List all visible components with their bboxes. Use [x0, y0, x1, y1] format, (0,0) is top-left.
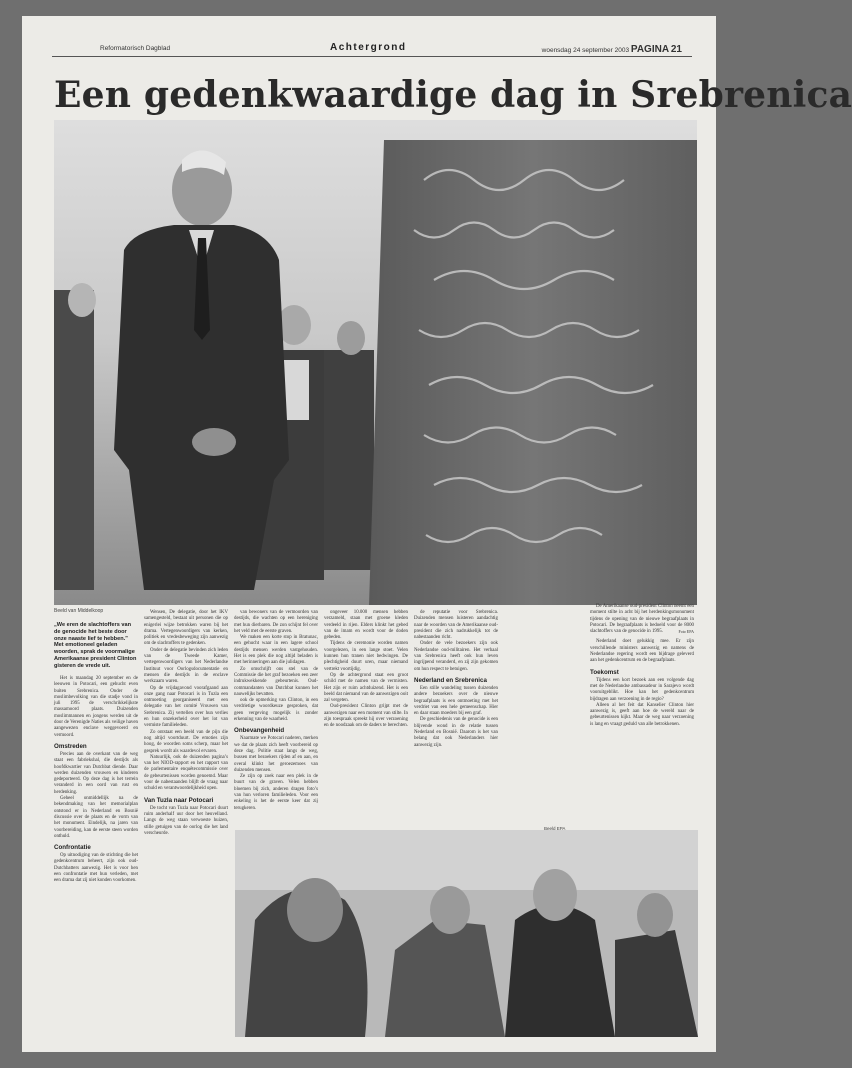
paragraph: Natuurlijk, ook de duizenden pagina’s van het NIOD-rapport en het rapport van de parlementaire enquêtecommissie over de gebeurtenissen worden genoemd. Maar voor de nabestaanden blijft de vraag naar schuld en verantwoordelijkheid open.	[144, 754, 228, 792]
sidenote-para: Alleen al het feit dat Kanselier Clinton hier aanwezig is, geeft aan hoe de wereld naar de gebeurtenissen kijkt. Maar de weg naar verzoening is lang en vraagt geduld van alle betrokkenen.	[590, 702, 694, 727]
sidenote-para: Nederland doet gelukkig mee. Er zijn verschillende ministers aanwezig en namens de Nederlandse regering wordt een bijdrage geleverd aan het gedenkcentrum en de begraafplaats.	[590, 639, 694, 664]
paragraph: Op uitnodiging van de stichting die het gedenkcentrum beheert, zijn ook oud-Dutchbatters aanwezig. Het is voor hen een confrontatie met hun verleden, met een drama dat zij niet konden voorkomen.	[54, 853, 138, 884]
sidenote-body: De Amerikaanse oud-president Clinton neemt een moment stilte in acht bij het herdenkingsmonument tijdens de opening van de nieuwe begraafplaats in Potocari. De begraafplaats is bedoeld voor de 8000 slachtoffers van de genocide in 1995. Foto EPA	[590, 604, 694, 635]
subheading: Nederland en Srebrenica	[414, 676, 487, 684]
sidenote-heading: Toekomst	[590, 668, 619, 676]
article-column-1	[54, 676, 138, 1036]
paragraph: ongeveer 10.000 mensen hebben verzameld, staan met groene kleden verdeeld in rijen. Elders klinkt het gebed van de imam en wordt voor de doden gebeden.	[324, 610, 408, 641]
paragraph: Zo ontstaat een beeld van de pijn die nog altijd voortduurt. De emoties zijn hoog, de woorden soms scherp, maar het gesprek wordt als waardevol ervaren.	[144, 729, 228, 754]
paragraph: Op de achtergrond staat een groot schild met de namen van de vermisten. Het zijn er ruim achtduizend. Het is een beeld dat niemand van de aanwezigen ooit zal vergeten.	[324, 672, 408, 704]
paragraph: Oud-president Clinton grijpt met de aanwezigen naar een moment van stilte. In zijn toespraak spreekt hij over verzoening en de noodzaak om de daders te berechten.	[324, 704, 408, 729]
subheading: Van Tuzla naar Potocari	[144, 796, 214, 804]
article-column-2	[144, 610, 228, 1036]
paragraph: Onder de vele bezoekers zijn ook Nederlandse oud-militairen. Het verhaal van Srebrenica heeft ook hun leven ingrijpend veranderd, en zij zijn gekomen om hun respect te betuigen.	[414, 641, 498, 672]
page-header	[50, 42, 700, 56]
paragraph: Een stille wandeling tussen duizenden andere bezoekers over de nieuwe begraafplaats is een ontmoeting met het verdriet van een hele gemeenschap. Hier en daar staan moeders bij een graf.	[414, 685, 498, 717]
paragraph: Op de vrijdagavond voorafgaand aan onze gang naar Potocari is in Tuzla een ontmoeting georganiseerd met een delegatie van het comité Vrouwen van Srebrenica. Zij vertellen over hun verlies en hun onzekerheid over het lot van vermiste familieleden.	[144, 685, 228, 729]
paragraph: Zo omschrijft ons stel van de Commissie die het graf bezoeken een zeer indrukwekkende gebeurtenis. Oud-commandanten van Dutchbat kunnen het nauwelijks bevatten.	[234, 666, 318, 697]
paragraph: De tocht van Tuzla naar Potocari duurt ruim anderhalf uur door het heuvelland. Langs de weg staan verwoeste huizen, stille getuigen van de oorlog die het land verscheurde.	[144, 805, 228, 836]
issue-date: woensdag 24 september 2003 PAGINA 21	[541, 44, 682, 55]
paragraph: Het is maandag 20 september en de leeuwen in Potocari, een gehucht even buiten Srebrenica. Onder de moslimbevolking van die stadje vond in juli 1995 de verschrikkelijkste massamoord plaats. Duizenden moslimmannen en jongens werden uit de door de Verenigde Naties als veilige haven aangewezen enclave weggevoerd en vermoord.	[54, 676, 138, 738]
photo-credit: Beeld van Middelkoop	[54, 608, 104, 614]
paragraph: ook de opmerking van Clinton, in een verdrietige woordkeuze gesproken, dat geen vergeving mogelijk is zonder erkenning van de waarheid.	[234, 698, 318, 723]
paragraph: de reputatie voor Srebrenica. Duizenden mensen luisteren aandachtig naar de woorden van de Amerikaanse oud-president die zich nadrukkelijk tot de nabestaanden richt.	[414, 610, 498, 641]
main-photo	[54, 120, 697, 605]
subheading: Confrontatie	[54, 844, 91, 852]
paragraph: Geheel onmiddellijk na de bekendmaking van het memorialplan ontstond er in Nederland en Bosnië discussie over de plaats en de vorm van het monument. Eindelijk, na jaren van voorbereiding, kan de eerste steen worden onthuld.	[54, 796, 138, 839]
secondary-photo	[235, 830, 698, 1037]
paragraph: van bewoners van de vermoorden van destijds, die wachten op een hereniging met hun dierbaren. De zon schijnt fel over het veld met de eerste graven.	[234, 610, 318, 634]
newspaper-page	[22, 16, 852, 1052]
photo2-credit: Beeld EPA	[544, 826, 566, 831]
article-column-4	[324, 610, 408, 825]
paragraph: Wensen, De delegatie, door het IKV samengesteld, bestaat uit personen die op enigerlei wijze betrokken waren bij het drama. Vertegenwoordigers van kerken, politiek en vredesbeweging zijn aanwezig om de slachtoffers te gedenken.	[144, 610, 228, 647]
paragraph: We maken een korte stop in Bratunac, een gehucht waar in een lagere school destijds mensen werden vastgehouden. Het is een plek die nog altijd beladen is met herinneringen aan die julidagen.	[234, 635, 318, 666]
paragraph: Ze zijn op zoek naar een plek in de buurt van de graven. Velen hebben bloemen bij zich, anderen dragen foto’s van hun verloren familieleden. Voor een enkeling is het de eerste keer dat zij terugkeren.	[234, 774, 318, 811]
newspaper-name: Reformatorisch Dagblad	[100, 45, 171, 52]
paragraph: Tijdens de ceremonie worden namen voorgelezen, in een lange stoet. Velen kunnen hun tranen niet bedwingen. De plechtigheid duurt uren, maar niemand vertrekt voortijdig.	[324, 641, 408, 672]
photo-caption-sidenote	[590, 604, 694, 728]
article-lead: „We eren de slachtoffers van de genocide het beste door onze naaste lief te hebben.” Met emotioneel geladen woorden, sprak de voormalige Amerikaanse president Clinton gisteren de vrede uit.	[54, 622, 137, 669]
paragraph: De geschiedenis van de genocide is een blijvende wond in de relatie tussen Nederland en Bosnië. Daarom is het van belang dat ook Nederlanders hier aanwezig zijn.	[414, 717, 498, 748]
paragraph: Naarmate we Potocari naderen, merken we dat de plaats zich heeft voorbereid op deze dag. Politie staat langs de weg, bussen met bezoekers rijden af en aan, en overal klinkt het geroezemoes van duizenden mensen.	[234, 736, 318, 773]
section-title: Achtergrond	[330, 42, 407, 53]
paragraph: Onder de delegatie bevinden zich leden van de Tweede Kamer, vertegenwoordigers van het Nederlandse Instituut voor Oorlogsdocumentatie en mensen die destijds in de enclave werkzaam waren.	[144, 647, 228, 685]
subheading: Onbevangenheid	[234, 727, 285, 735]
subheading: Omstreden	[54, 742, 87, 750]
article-column-3	[234, 610, 318, 825]
paragraph: Precies aan de overkant van de weg staat een fabriekshal, die destijds als hoofdkwartier van Dutchbat diende. Daar werden duizenden vrouwen en kinderen gedeporteerd. Op deze dag is het terrein veranderd in een oord van rust en herdenking.	[54, 751, 138, 795]
sidenote-para: Tijdens een kort bezoek aan een volgende dag met de Nederlandse ambassadeur in Sarajevo wordt vooruitgeblikt. Hoe kan het gedenkcentrum bijdragen aan verzoening in de regio?	[590, 677, 694, 702]
headline: Een gedenkwaardige dag in Srebrenica	[54, 74, 852, 116]
header-rule	[52, 56, 692, 57]
